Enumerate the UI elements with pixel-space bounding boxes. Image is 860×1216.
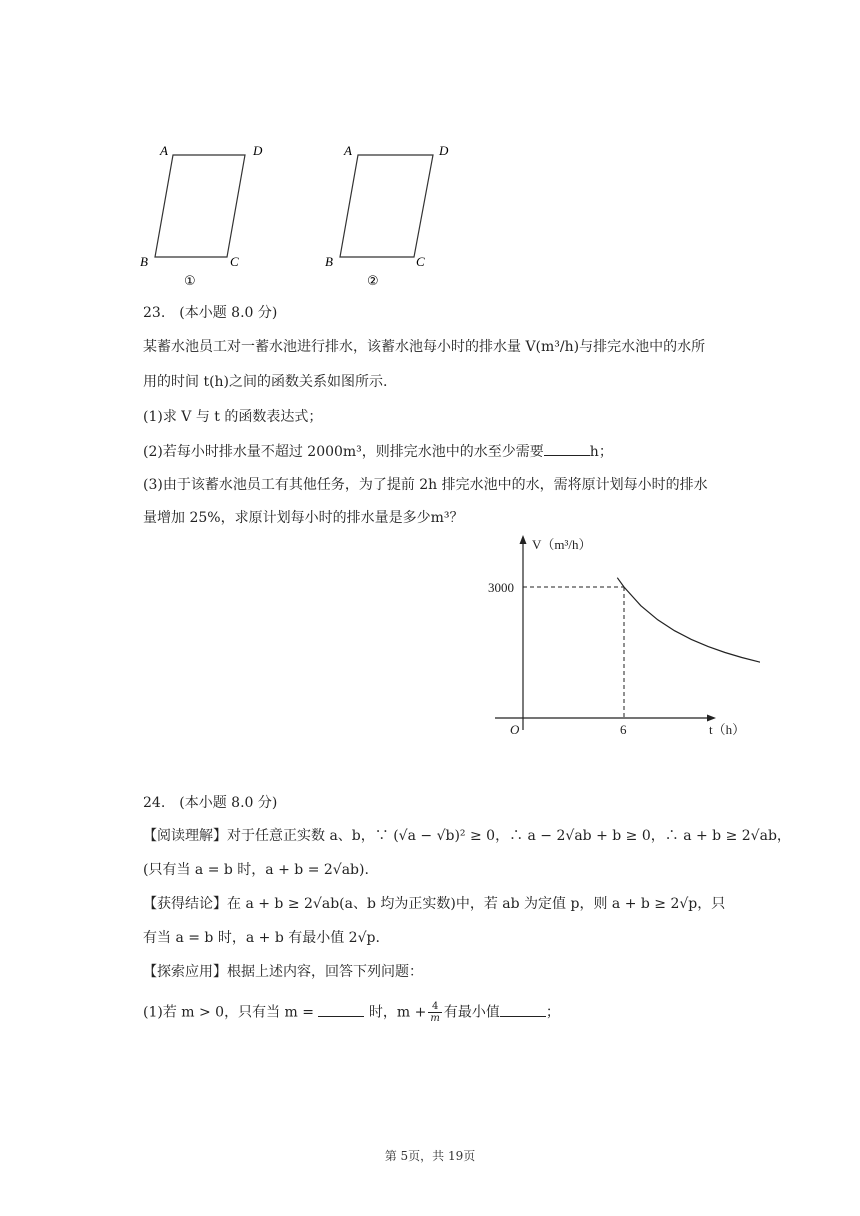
vertex-d-1: D [253,143,263,158]
x-axis-label: t（h） [709,722,746,737]
q23-part2-prefix: (2)若每小时排水量不超过 2000m³，则排完水池中的水至少需要 [143,444,544,460]
vertex-c-2: C [416,254,425,269]
fraction-numerator: 4 [431,1001,439,1012]
vertex-a-2: A [344,143,352,158]
q23-part3-line2: 量增加 25%，求原计划每小时的排水量是多少m³？ [143,510,464,526]
q24-conclusion-line1: 【获得结论】在 a + b ≥ 2√ab(a、b 均为正实数)中，若 ab 为定值 p，则 a + b ≥ 2√p，只 [143,896,726,912]
x-tick-label: 6 [620,722,627,737]
vertex-c-1: C [230,254,239,269]
page-footer: 第 5页，共 19页 [384,1149,476,1163]
y-axis-label: V（m³/h） [532,537,592,552]
parallelogram-1 [140,143,263,289]
q23-part2-suffix: h； [589,444,613,460]
answer-blank-m [318,1002,364,1017]
q23-header: 23. (本小题 8.0 分) [143,305,278,321]
answer-blank [544,441,590,456]
q23-intro-line1: 某蓄水池员工对一蓄水池进行排水，该蓄水池每小时的排水量 V(m³/h)与排完水池中的水所 [143,339,706,355]
q23-part2 [143,441,613,462]
q23-part3-line1: (3)由于该蓄水池员工有其他任务，为了提前 2h 排完水池中的水，需将原计划每小时的排水 [143,477,708,493]
vertex-a-1: A [160,143,168,158]
vertex-b-2: B [325,254,333,269]
y-axis-arrow [520,535,527,544]
vertex-b-1: B [140,254,148,269]
figure-caption-2: ② [367,274,379,289]
v-t-curve [617,578,760,668]
q24-part1 [143,1001,560,1024]
y-tick-label: 3000 [488,580,514,595]
vertex-d-2: D [439,143,449,158]
q23-intro-line2: 用的时间 t(h)之间的函数关系如图所示. [143,374,388,390]
q24-reading-line1: 【阅读理解】对于任意正实数 a、b，∵ (√a − √b)² ≥ 0，∴ a − 2√ab + b ≥ 0，∴ a + b ≥ 2√ab， [143,828,791,844]
q24-explore: 【探索应用】根据上述内容，回答下列问题： [143,964,423,980]
q24-conclusion-line2: 有当 a = b 时，a + b 有最小值 2√p. [143,930,380,946]
q24-part1-d: ； [545,1004,560,1021]
q24-part1-b: 时，m + [368,1004,427,1021]
q24-header: 24. (本小题 8.0 分) [143,795,278,811]
fraction [428,1001,441,1024]
q24-part1-a: (1)若 m > 0，只有当 m = [143,1004,315,1021]
answer-blank-min [500,1002,546,1017]
fraction-denominator: m [430,1013,440,1024]
q24-reading-line2: (只有当 a = b 时，a + b = 2√ab). [143,862,369,878]
x-axis-arrow [707,715,716,722]
drain-rate-chart [480,530,760,750]
figure-caption-1: ① [184,274,196,289]
parallelogram-figures [130,135,460,295]
origin-label: O [510,722,520,737]
parallelogram-2 [325,143,449,289]
q23-part1: (1)求 V 与 t 的函数表达式； [143,409,323,425]
q24-part1-c: 有最小值 [443,1004,500,1021]
